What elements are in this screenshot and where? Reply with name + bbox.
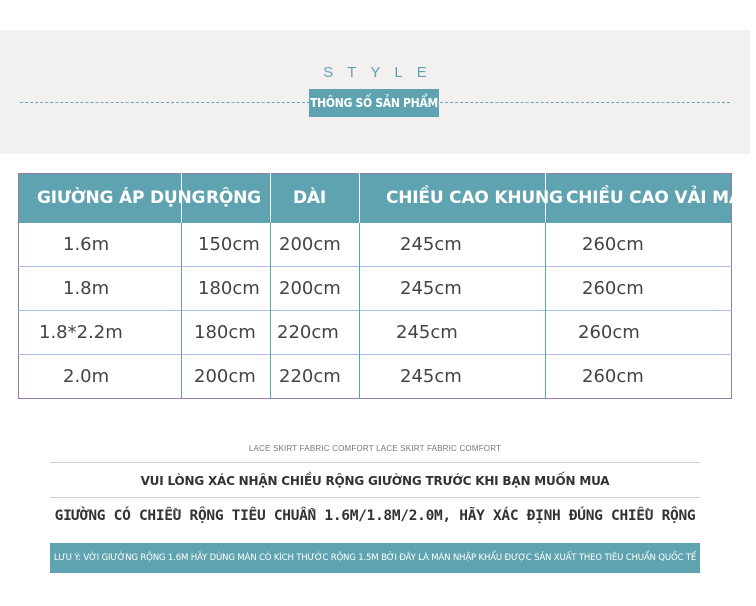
header-bed-size: GIƯỜNG ÁP DỤNG: [19, 174, 182, 223]
header-net-height: CHIỀU CAO VẢI MÀN: [546, 174, 732, 223]
cell-net-height: 260cm: [546, 267, 732, 311]
cell-length: 200cm: [271, 223, 360, 267]
cell-frame-height: 245cm: [360, 223, 546, 267]
cell-bed-size: 2.0m: [19, 355, 182, 399]
style-heading: STYLE: [323, 64, 441, 81]
header-length: DÀI: [271, 174, 360, 223]
table-row: [19, 223, 732, 267]
table-row: [19, 355, 732, 399]
table-row: [19, 267, 732, 311]
header-divider-left: [20, 102, 310, 103]
cell-length: 220cm: [271, 355, 360, 399]
header-divider-right: [440, 102, 730, 103]
divider-middle: [50, 497, 700, 498]
cell-frame-height: 245cm: [360, 311, 546, 355]
cell-length: 200cm: [271, 267, 360, 311]
cell-width: 180cm: [182, 267, 271, 311]
divider-top: [50, 462, 700, 463]
cell-frame-height: 245cm: [360, 267, 546, 311]
table-row: [19, 311, 732, 355]
cell-width: 200cm: [182, 355, 271, 399]
header-frame-height: CHIỀU CAO KHUNG: [360, 174, 546, 223]
fabric-slogan: LACE SKIRT FABRIC COMFORT LACE SKIRT FABRIC COMFORT: [248, 444, 502, 453]
cell-bed-size: 1.8m: [19, 267, 182, 311]
header-width: RỘNG: [182, 174, 271, 223]
spec-table: [18, 173, 756, 399]
cell-bed-size: 1.6m: [19, 223, 182, 267]
header-band: [0, 30, 750, 154]
table-header-row: [19, 174, 732, 223]
cell-net-height: 260cm: [546, 355, 732, 399]
cell-net-height: 260cm: [546, 311, 732, 355]
cell-length: 220cm: [271, 311, 360, 355]
standard-width-note: GIƯỜNG CÓ CHIỀU RỘNG TIÊU CHUẨN 1.6M/1.8M/2.0M, HÃY XÁC ĐỊNH ĐÚNG CHIỀU RỘNG: [54, 508, 696, 524]
cell-width: 180cm: [182, 311, 271, 355]
cell-bed-size: 1.8*2.2m: [19, 311, 182, 355]
cell-net-height: 260cm: [582, 233, 644, 255]
warning-note-bar: LƯU Ý: VỚI GIƯỜNG RỘNG 1.6M HÃY DÙNG MÀN CÓ KÍCH THƯỚC RỘNG 1.5M BỞI ĐÂY LÀ MÀN NHẬP KHẨU ĐƯỢC SẢN XUẤT THEO TIÊU CHUẨN QUỐC TẾ: [50, 543, 700, 573]
product-spec-tag: THÔNG SỐ SẢN PHẨM: [309, 89, 439, 117]
cell-frame-height: 245cm: [360, 355, 546, 399]
cell-width: 150cm: [182, 223, 271, 267]
confirm-width-note: VUI LÒNG XÁC NHẬN CHIỀU RỘNG GIƯỜNG TRƯỚC KHI BẠN MUỐN MUA: [140, 474, 610, 488]
